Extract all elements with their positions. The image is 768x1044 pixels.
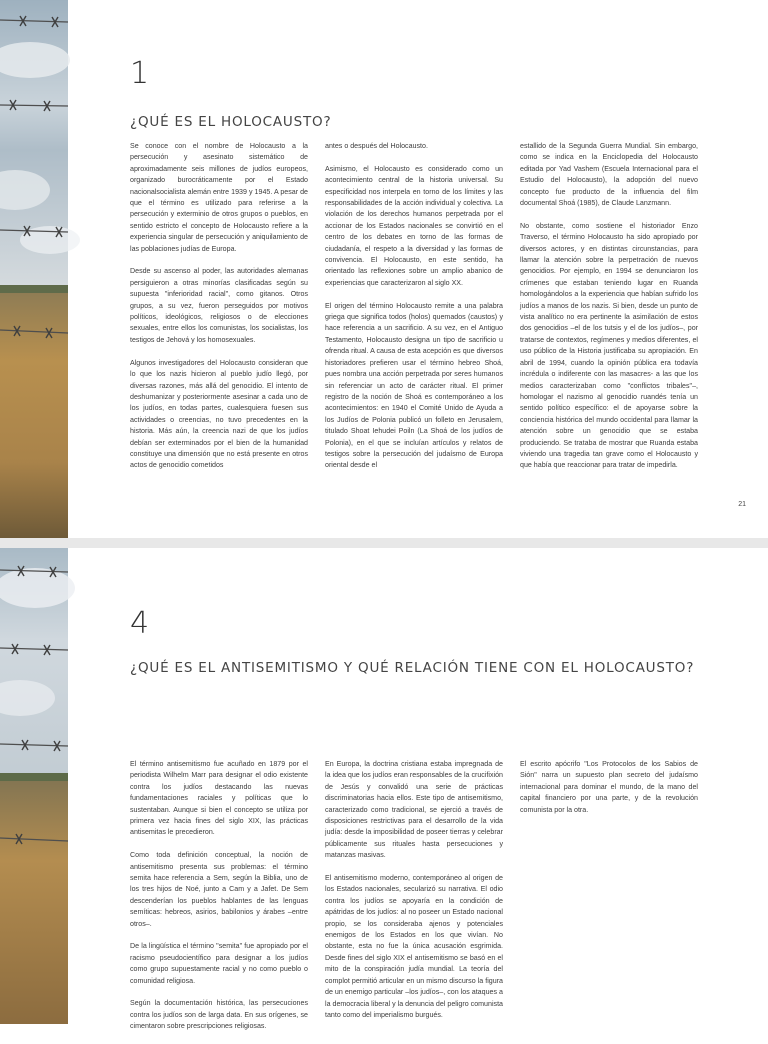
text-column-3 xyxy=(520,141,698,483)
text-column-1 xyxy=(130,141,308,483)
paragraph: Algunos investigadores del Holocausto consideran que lo que los nazis hicieron al pueblo judío llegó, por diversas razones, más allá del genocidio. El intento de deshumanizar y posteriormente asesinar a cada uno de los judíos, en todas partes, cualesquiera fuesen sus actividades o creencias, no tuvo precedentes en la historia. Más aún, la creencia nazi de que los judíos debían ser exterminados por el bien de la humanidad constituye una dimensión que no está presente en otros actos de genocidio cometidos xyxy=(130,358,308,470)
barbed-wire-photo xyxy=(0,548,68,1024)
text-column-2 xyxy=(325,141,503,483)
paragraph: El escrito apócrifo "Los Protocolos de los Sabios de Sión" narra un supuesto plan secreto del judaísmo internacional para dominar el mundo, de la mano del capital financiero por una parte, y de la revolución comunista por la otra. xyxy=(520,760,698,814)
text-column-3 xyxy=(520,759,698,827)
paragraph: En Europa, la doctrina cristiana estaba impregnada de la idea que los judíos eran responsables de la crucifixión de Jesús y convalidó una serie de prácticas discriminatorias hacia ellos. Este tipo de antisemitismo, caracterizado como tradicional, se ejerció a través de disposiciones restrictivas para el desarrollo de la vida judía: desde la imposibilidad de poseer tierras y celebrar públicamente sus rituales hasta persecuciones y matanzas masivas. xyxy=(325,760,503,860)
paragraph: El término antisemitismo fue acuñado en 1879 por el periodista Wilhelm Marr para designar el odio existente contra los judíos destacando las nuevas fundamentaciones raciales y políticas que lo sustentaban. Aunque si bien el concepto se utiliza por primera vez hacia fines del siglo XIX, las prácticas antisemitas le precedieron. xyxy=(130,760,308,837)
page-separator xyxy=(0,538,768,548)
paragraph: No obstante, como sostiene el historiador Enzo Traverso, el término Holocausto ha sido apropiado por diversos actores, y en distintas circunstancias, para llamar la atención sobre la perpetración de nuevos genocidios. Por ejemplo, en 1994 se denunciaron los crímenes que estaban teniendo lugar en Ruanda homologándolos a la experiencia que habían sufrido los judíos a manos de los nazis. Si bien, desde un punto de vista analítico no era pertinente la asimilación de estos dos genocidios –el de los tutsis y el de los judíos–, por tratarse de contextos, regímenes y medios diferentes, el uso público de la Historia justificaba su apropiación. En abril de 1994, cuando la opinión pública era todavía incrédula o indiferente con las masacres- a las que los medios caracterizaban como "conflictos tribales"–, homologar el nazismo al genocidio ruandés tenía un sentido político específico: el de apoyarse sobre la conciencia histórica del mundo occidental para llamar la atención sobre un genocidio que se estaba produciendo. Se trataba de mostrar que Ruanda estaba viviendo una tragedia tan grave como el Holocausto y que había que reaccionar para tratar de impedirla. xyxy=(520,221,698,470)
paragraph: El origen del término Holocausto remite a una palabra griega que significa todos (holos) quemados (caustos) y hace referencia a un sacrificio. A su vez, en el Antiguo Testamento, Holocausto designa un tipo de sacrificio u ofrenda ritual. A causa de esta acepción es que diversos historiadores prefieren usar el término hebreo Shoá, pues nombra una acción perpetrada por seres humanos sin referenciar un acto de carácter ritual. El primer registro de la noción de Shoá es contemporáneo a los acontecimientos: en 1940 el Comité Unido de Ayuda a los Judíos de Polonia publicó un folleto en Jerusalem, titulado Shoat Iehudei Poiln (La Shoá de los judíos de Polonia), en el que se incluían artículos y relatos de testigos sobre la persecución del judaísmo de Europa oriental desde el xyxy=(325,301,503,470)
text-column-2 xyxy=(325,759,503,1033)
paragraph: Como toda definición conceptual, la noción de antisemitismo presenta sus problemas: el término semita hace referencia a Sem, según la Biblia, uno de los tres hijos de Noé, junto a Cam y a Jafet. De Sem descenderían los pueblos hablantes de las lenguas semíticas: hebreos, asirios, babilonios y árabes –entre otros–. xyxy=(130,851,308,928)
barbed-wire-field-image xyxy=(0,0,68,538)
paragraph: El antisemitismo moderno, contemporáneo al origen de los Estados nacionales, secularizó su narrativa. El odio contra los judíos se apoyaría en la condición de apátridas de los judíos: al no poseer un Estado nacional propio, se los consideraba ajenos y potenciales enemigos de los Estados en los que vivían. No obstante, esta no fue la única acusación esgrimida. Desde fines del siglo XIX el antisemitismo se basó en el mito de la conspiración judía mundial. La teoría del complot permitió articular en un mismo discurso la figura de un enemigo particular –los judíos–, con los ataques a la democracia liberal y la denuncia del peligro comunista tanto como del imperialismo burgués. xyxy=(325,874,503,1019)
barbed-wire-photo xyxy=(0,0,68,538)
paragraph: De la lingüística el término "semita" fue apropiado por el racismo pseudocientífico para designar a los judíos como grupo supuestamente racial y no como pueblo o comunidad religiosa. xyxy=(130,942,308,985)
paragraph: Desde su ascenso al poder, las autoridades alemanas persiguieron a otras minorías clasificadas según su supuesta "inferioridad racial", como gitanos. Otros grupos, a su vez, fueron perseguidos por motivos políticos, ideológicos, religiosos o de elecciones sexuales, entre ellos los comunistas, los socialistas, los testigos de Jehová y los homosexuales. xyxy=(130,267,308,344)
paragraph: Asimismo, el Holocausto es considerado como un acontecimiento central de la historia universal. Su especificidad nos interpela en torno de los límites y las responsabilidades de la acción individual y colectiva. La violación de los derechos humanos perpetrada por el accionar de los Estados nacionales se convirtió en el centro de los debates en torno de las formas de ciudadanía, el respeto a la diversidad y las formas de convivencia. El Holocausto, en este sentido, ha orientado las reflexiones sobre un amplio abanico de experiencias que caracterizaron al siglo XX. xyxy=(325,164,503,287)
chapter-title: ¿QUÉ ES EL HOLOCAUSTO? xyxy=(130,114,332,130)
chapter-number: 1 xyxy=(130,56,150,91)
barbed-wire-field-image xyxy=(0,548,68,1024)
paragraph: Se conoce con el nombre de Holocausto a la persecución y asesinato sistemático de aproximadamente seis millones de judíos europeos, organizado burocráticamente por el Estado nacionalsocialista alemán entre 1939 y 1945. A pesar de que el término es utilizado para referirse a la persecución y exterminio de otros grupos o pueblos, en sentido estricto el concepto de Holocausto refiere a la experiencia singular de persecución y aniquilamiento de las poblaciones judías de Europa. xyxy=(130,142,308,253)
page-number: 21 xyxy=(738,501,746,508)
paragraph: antes o después del Holocausto. xyxy=(325,142,428,150)
text-column-1 xyxy=(130,759,308,1044)
paragraph: estallido de la Segunda Guerra Mundial. Sin embargo, como se indica en la Enciclopedia del Holocausto editada por Yad Vashem (Escuela Internacional para el Estudio del Holocausto), la adopción del nuevo concepto fue producto de la influencia del film documental Shoá (1985), de Claude Lanzmann. xyxy=(520,142,698,208)
chapter-number: 4 xyxy=(130,606,150,641)
page-chapter-4 xyxy=(0,548,768,1031)
paragraph: Según la documentación histórica, las persecuciones contra los judíos son de larga data. En sus orígenes, se cimentaron sobre prescripciones religiosas. xyxy=(130,999,308,1031)
chapter-title: ¿QUÉ ES EL ANTISEMITISMO Y QUÉ RELACIÓN TIENE CON EL HOLOCAUSTO? xyxy=(130,660,695,676)
